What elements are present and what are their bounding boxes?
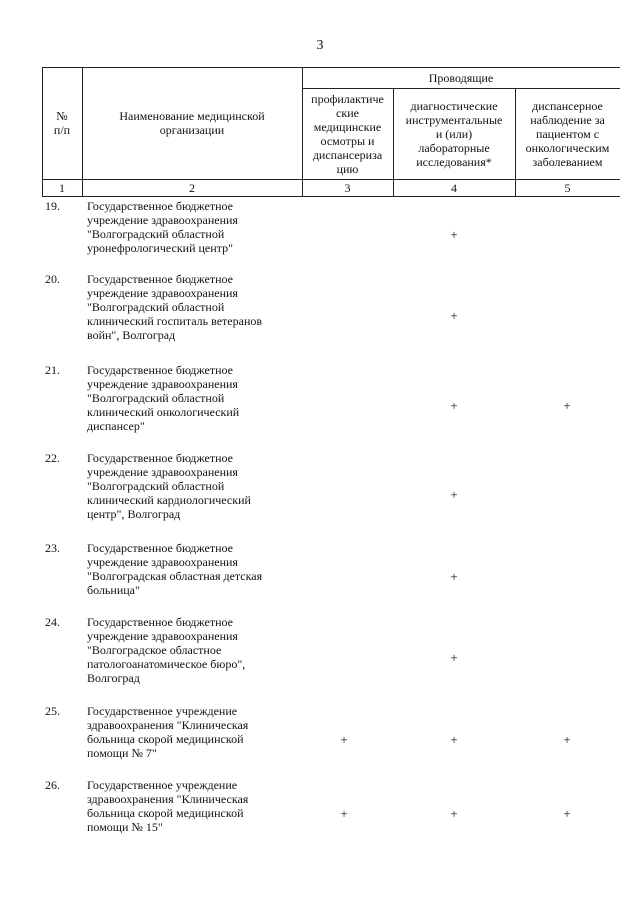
mark-col4: + bbox=[450, 569, 458, 584]
organization-name: Государственное бюджетное учреждение здравоохранения "Волгоградский областной уронефрологический центр" bbox=[87, 199, 238, 255]
row-number: 24. bbox=[45, 615, 60, 629]
column-number-bottom-border bbox=[42, 196, 620, 197]
organization-name: Государственное учреждение здравоохранения "Клиническая больница скорой медицинской помощи № 7" bbox=[87, 704, 249, 760]
row-number: 19. bbox=[45, 199, 60, 213]
column-number: 1 bbox=[59, 181, 65, 195]
column-number: 3 bbox=[344, 181, 351, 195]
mark-col5: + bbox=[563, 806, 571, 821]
organization-name: Государственное бюджетное учреждение здравоохранения "Волгоградский областной клинический онкологический диспансер" bbox=[87, 363, 240, 433]
header-org: Наименование медицинской организации bbox=[119, 109, 265, 137]
mark-col3: + bbox=[340, 732, 348, 747]
mark-col5: + bbox=[563, 732, 571, 747]
header-col5: диспансерное наблюдение за пациентом с онкологическим заболеванием bbox=[525, 98, 610, 169]
row-number: 21. bbox=[45, 363, 60, 377]
header-bottom-border bbox=[42, 179, 620, 180]
organization-name: Государственное бюджетное учреждение здравоохранения "Волгоградский областной клинический кардиологический центр", Волгоград bbox=[87, 451, 251, 521]
organization-name: Государственное бюджетное учреждение здравоохранения "Волгоградское областное патологоанатомическое бюро", Волгоград bbox=[87, 615, 246, 685]
header-col3: профилактиче ские медицинские осмотры и диспансериза цию bbox=[311, 91, 384, 176]
column-number: 2 bbox=[189, 181, 195, 195]
column-number: 4 bbox=[451, 181, 457, 195]
page-number: 3 bbox=[316, 38, 324, 53]
row-number: 26. bbox=[45, 778, 60, 792]
mark-col4: + bbox=[450, 308, 458, 323]
mark-col4: + bbox=[450, 398, 458, 413]
mark-col4: + bbox=[450, 650, 458, 665]
organization-name: Государственное учреждение здравоохранения "Клиническая больница скорой медицинской помощи № 15" bbox=[87, 778, 249, 834]
row-number: 20. bbox=[45, 272, 60, 286]
row-number: 25. bbox=[45, 704, 60, 718]
mark-col5: + bbox=[563, 398, 571, 413]
mark-col4: + bbox=[450, 732, 458, 747]
header-group: Проводящие bbox=[428, 70, 494, 85]
mark-col4: + bbox=[450, 227, 458, 242]
organization-name: Государственное бюджетное учреждение здравоохранения "Волгоградский областной клинический госпиталь ветеранов войн", Волгоград bbox=[87, 272, 263, 342]
mark-col4: + bbox=[450, 806, 458, 821]
header-num: № п/п bbox=[53, 109, 71, 137]
row-number: 22. bbox=[45, 451, 60, 465]
column-number: 5 bbox=[564, 181, 571, 195]
header-col4: диагностические инструментальные и (или) лабораторные исследования* bbox=[405, 98, 503, 169]
mark-col4: + bbox=[450, 487, 458, 502]
organization-name: Государственное бюджетное учреждение здравоохранения "Волгоградская областная детская больница" bbox=[87, 541, 263, 597]
mark-col3: + bbox=[340, 806, 348, 821]
row-number: 23. bbox=[45, 541, 60, 555]
